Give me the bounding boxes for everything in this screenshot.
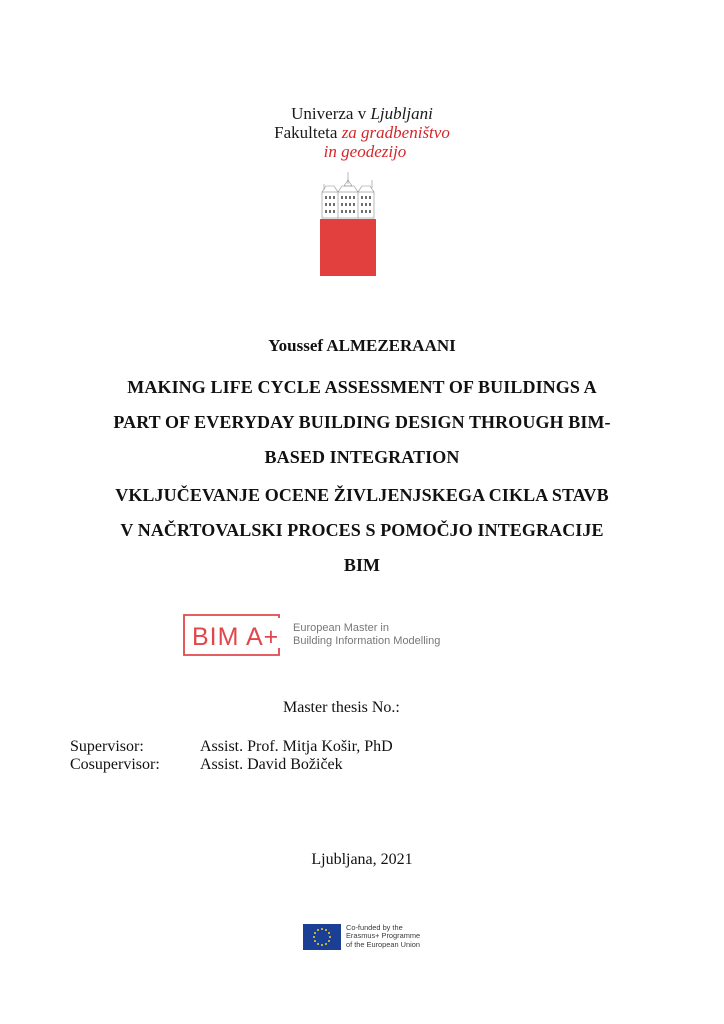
master-thesis-number-label: Master thesis No.: bbox=[283, 699, 400, 716]
bim-aplus-mark-icon bbox=[183, 614, 287, 656]
title-english bbox=[0, 370, 724, 475]
supervisor-row bbox=[70, 738, 393, 756]
bim-subtitle-line2: Building Information Modelling bbox=[293, 635, 441, 647]
title-sl-line: BIM bbox=[343, 555, 381, 575]
cosupervisor-label: Cosupervisor: bbox=[70, 756, 160, 773]
bim-subtitle-line1: European Master in bbox=[293, 622, 389, 634]
title-slovenian bbox=[0, 478, 724, 583]
bim-aplus-logo bbox=[183, 614, 463, 656]
eu-text-line1: Co-funded by the bbox=[346, 923, 403, 932]
faculty-name-line2 bbox=[0, 142, 724, 161]
title-en-line: BASED INTEGRATION bbox=[264, 447, 460, 467]
supervisor-name: Assist. Prof. Mitja Košir, PhD bbox=[200, 738, 393, 755]
title-sl-line: V NAČRTOVALSKI PROCES S POMOČJO INTEGRACIJE bbox=[120, 520, 604, 540]
faculty-name-red-2: in geodezijo bbox=[323, 142, 407, 161]
eu-text-line2: Erasmus+ Programme bbox=[346, 931, 421, 941]
faculty-name-red-1: za gradbeništvo bbox=[341, 123, 450, 142]
logo-red-block bbox=[320, 219, 376, 276]
title-sl-line: VKLJUČEVANJE OCENE ŽIVLJENJSKEGA CIKLA STAVB bbox=[115, 485, 609, 505]
faculty-prefix: Fakulteta bbox=[274, 123, 342, 142]
title-en-line: PART OF EVERYDAY BUILDING DESIGN THROUGH BIM- bbox=[113, 412, 611, 432]
bim-aplus-subtitle bbox=[293, 622, 440, 648]
eu-text-line3: of the European Union bbox=[346, 939, 420, 949]
supervisors-block bbox=[70, 738, 393, 774]
cosupervisor-row bbox=[70, 756, 393, 774]
university-city: Ljubljani bbox=[370, 104, 433, 123]
bim-aplus-mark-text: BIM A+ bbox=[192, 623, 280, 651]
university-header bbox=[0, 104, 724, 161]
faculty-name-line1 bbox=[0, 123, 724, 142]
university-prefix: Univerza v bbox=[291, 104, 371, 123]
author-name: Youssef ALMEZERAANI bbox=[268, 336, 456, 355]
university-name bbox=[0, 104, 724, 123]
place-and-year: Ljubljana, 2021 bbox=[311, 851, 413, 868]
eu-flag-icon bbox=[303, 924, 341, 950]
erasmus-plus-logo bbox=[303, 922, 433, 952]
university-logo-icon bbox=[320, 172, 376, 276]
title-en-line: MAKING LIFE CYCLE ASSESSMENT OF BUILDINGS A bbox=[127, 377, 597, 397]
supervisor-label: Supervisor: bbox=[70, 738, 144, 755]
cosupervisor-name: Assist. David Božiček bbox=[200, 756, 343, 773]
erasmus-plus-text bbox=[346, 924, 420, 949]
